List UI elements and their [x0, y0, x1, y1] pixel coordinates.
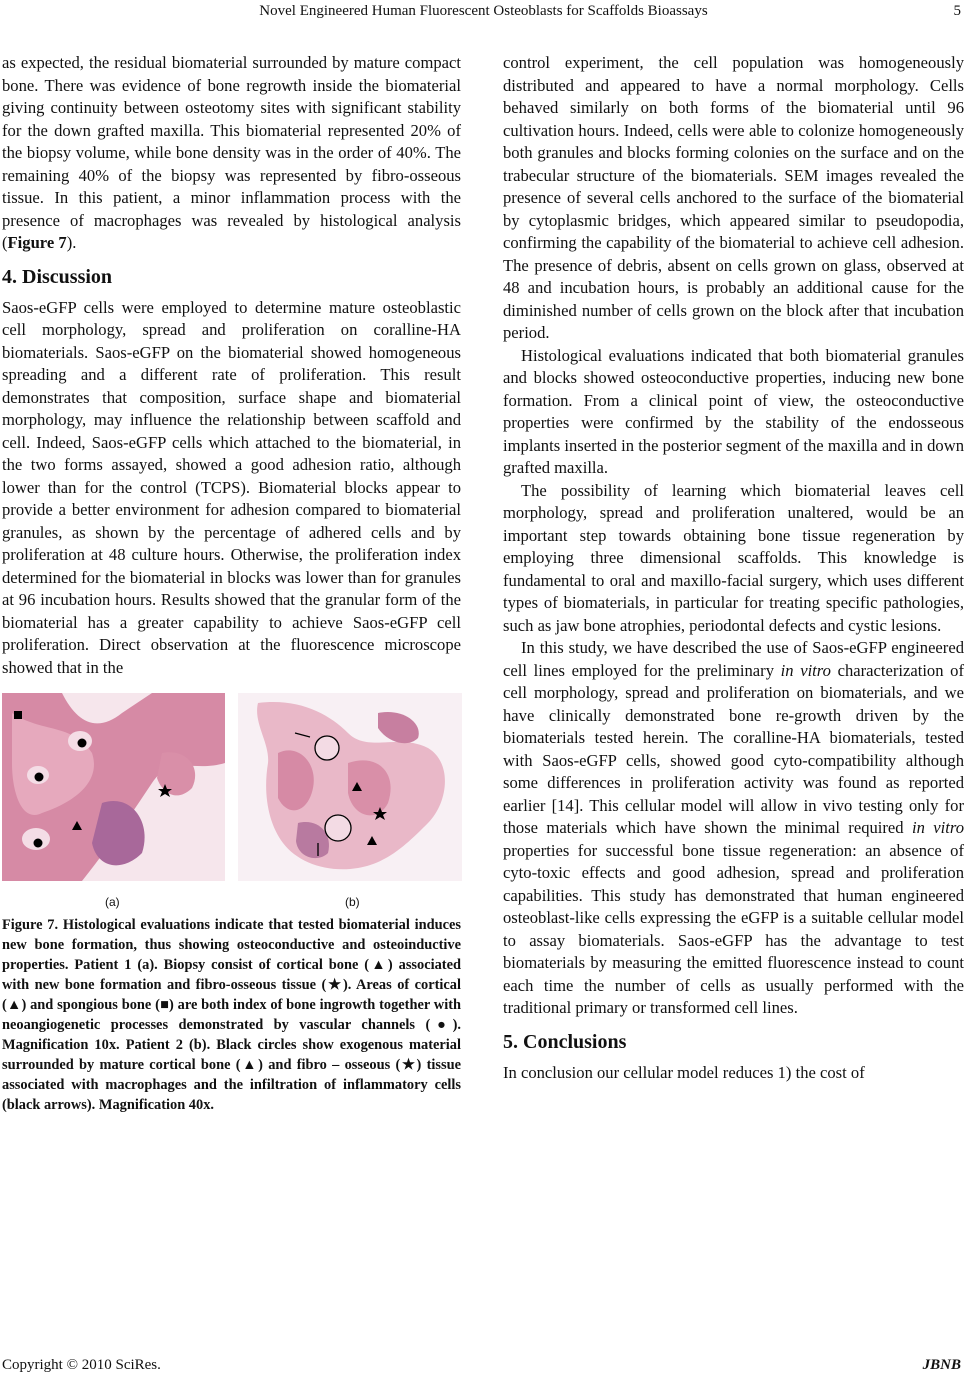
histology-image-a-drawing [2, 693, 225, 881]
left-column [2, 52, 461, 1115]
figure-caption: Figure 7. Histological evaluations indicate that tested biomaterial induces new bone formation, thus showing osteoconductive and osteoinductive properties. Patient 1 (a). Biopsy consist of cortical bone (▲) associated with new bone formation and fibro-osseous tissue (★). Areas of cortical (▲) and spongious bone (■) are both index of bone ingrowth together with neoangiogenetic processes demonstrated by vascular channels (●). Magnification 10x. Patient 2 (b). Black circles show exogenous material surrounded by mature cortical bone (▲) and fibro – osseous (★) tissue associated with macrophages and the infiltration of inflammatory cells (black arrows). Magnification 40x. [2, 917, 461, 1113]
figure-7 [2, 693, 461, 1115]
panel-labels [2, 883, 461, 913]
copyright-text: Copyright © 2010 SciRes. [2, 1357, 161, 1373]
panel-label-a: (a) [105, 895, 120, 909]
right-paragraph-3: The possibility of learning which biomaterial leaves cell morphology, spread and proliferation unaltered, would be an important step towards obtaining bone tissue regeneration by employing three dimensional scaffolds. This knowledge is fundamental to oral and maxillo-facial surgery, which uses different types of biomaterials, in particular for treating specific pathologies, such as jaw bone atrophies, periodontal defects and cystic lesions. [503, 480, 964, 635]
right-paragraph-1: control experiment, the cell population was homogeneously distributed and appeared to have a normal morphology. Cells behaved similarly on both forms of the biomaterial until 96 cultivation hours. Indeed, cells were able to colonize homogeneously both granules and blocks forming colonies on the surface and on the trabecular structure of the biomaterials. SEM images revealed the presence of several cells anchored to the surface of the biomaterial by cytoplasmic bridges, which appeared similar to pseudopodia, confirming the capability of the biomaterial to achieve cell adhesion. The presence of debris, absent on cells grown on glass, observed at 48 and incubation hours, is probably an additional cause for the diminished number of cells grown on the block after that incubation period. [503, 53, 964, 342]
figure-panels [2, 693, 461, 883]
right-paragraph-4: In this study, we have described the use of Saos-eGFP engineered cell lines employed for the preliminary in vitro characterization of cell morphology, spread and proliferation on biomaterials, and we have clinically demonstrated bone re-growth driven by the biomaterials tested herein. The coralline-HA biomaterials, tested with Saos-eGFP cells, showed good cyto-compatibility although some differences in proliferation activity was found as reported earlier [14]. This cellular model will allow in vivo testing only for those materials which have shown the minimal required in vitro properties for successful bone tissue regeneration: an absence of cyto-toxic effects and good adhesion, spread and proliferation capabilities. This study has demonstrated that human engineered osteoblast-like cells expressing the eGFP is a suitable cellular model to assay biomaterials. Saos-eGFP has the advantage to test biomaterials by measuring the emitted fluorescence instead to count each time the number of cells as usually performed with the traditional primary or transformed cell lines. [503, 638, 964, 1017]
page-header [0, 0, 967, 26]
histology-image-a [2, 693, 225, 881]
running-title: Novel Engineered Human Fluorescent Osteoblasts for Scaffolds Bioassays [259, 3, 708, 19]
right-column [503, 52, 964, 1084]
continued-paragraph: as expected, the residual biomaterial surrounded by mature compact bone. There was evidence of bone regrowth inside the biomaterial giving continuity between osteotomy sites with significant stability for the down grafted maxilla. This biomaterial represented 20% of the biopsy volume, while bone density was in the order of 40%. The remaining 40% of the biopsy was represented by fibro-osseous tissue. In this patient, a minor inflammation process with the presence of macrophages was revealed by histological analysis (Figure 7). [2, 53, 461, 252]
section-heading-discussion: 4. Discussion [2, 265, 113, 288]
histology-image-b-drawing [238, 693, 462, 881]
figure-reference[interactable]: Figure 7 [7, 233, 67, 252]
histology-image-b [238, 693, 462, 881]
discussion-paragraph: Saos-eGFP cells were employed to determine mature osteoblastic cell morphology, spread and proliferation on coralline-HA biomaterials. Saos-eGFP on the biomaterial showed homogeneous spreading and a different rate of proliferation. This result demonstrates that composition, surface shape and biomaterial morphology, may influence the relationship between scaffold and cell. Indeed, Saos-eGFP cells which attached to the biomaterial, in the two forms assayed, showed a good adhesion ratio, although lower than for the control (TCPS). Biomaterial blocks appear to provide a better environment for adhesion compared to biomaterial granules, as shown by the percentage of adhered cells and by proliferation at 48 culture hours. Otherwise, the proliferation index determined for the biomaterial in blocks was lower than for granules at 96 incubation hours. Results showed that the granular form of the biomaterial has a greater capability to achieve Saos-eGFP cell proliferation. Direct observation at the fluorescence microscope showed that in the [2, 297, 461, 677]
conclusion-paragraph: In conclusion our cellular model reduces 1) the cost of [503, 1062, 865, 1082]
panel-label-b: (b) [345, 895, 360, 909]
right-paragraph-2: Histological evaluations indicated that both biomaterial granules and blocks showed osteoconductive properties, inducing new bone formation. From a clinical point of view, the osteoconductive properties were confirmed by the stability of the endosseous implants inserted in the posterior segment of the maxilla and in down grafted maxilla. [503, 345, 964, 477]
journal-name: JBNB [922, 1357, 961, 1373]
page-number: 5 [953, 3, 961, 19]
section-heading-conclusions: 5. Conclusions [503, 1030, 627, 1053]
